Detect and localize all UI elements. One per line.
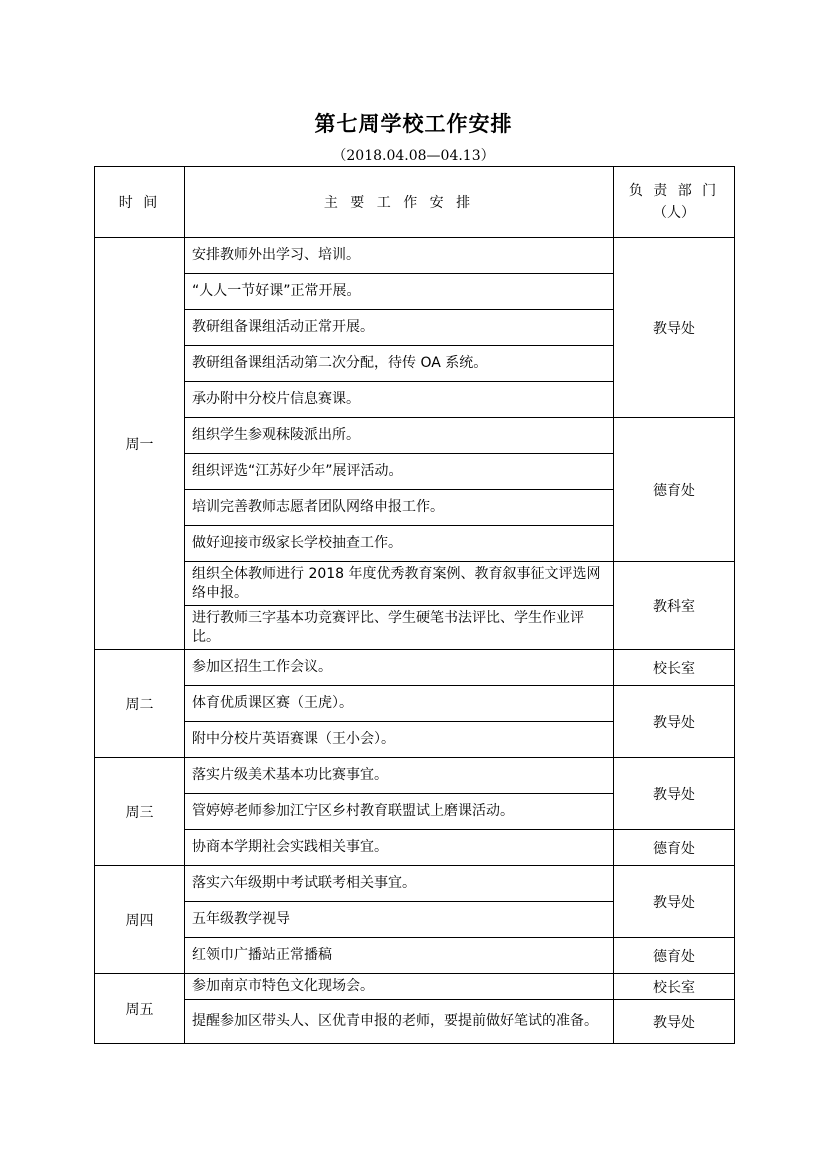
table-row	[95, 974, 735, 1000]
table-row	[95, 562, 735, 606]
dept-cell: 教导处	[614, 758, 735, 830]
task-cell: 五年级教学视导	[185, 902, 614, 938]
table-row	[95, 1000, 735, 1044]
task-cell: 参加区招生工作会议。	[185, 650, 614, 686]
task-cell: “人人一节好课”正常开展。	[185, 274, 614, 310]
dept-cell: 校长室	[614, 974, 735, 1000]
day-monday: 周一	[95, 238, 185, 650]
dept-cell: 德育处	[614, 418, 735, 562]
header-work: 主 要 工 作 安 排	[185, 167, 614, 238]
table-row	[95, 830, 735, 866]
table-row	[95, 686, 735, 722]
header-dept-line1: 负 责 部 门	[628, 183, 720, 199]
day-tuesday: 周二	[95, 650, 185, 758]
task-cell: 安排教师外出学习、培训。	[185, 238, 614, 274]
day-thursday: 周四	[95, 866, 185, 974]
task-cell: 组织学生参观秣陵派出所。	[185, 418, 614, 454]
dept-cell: 教导处	[614, 1000, 735, 1044]
day-wednesday: 周三	[95, 758, 185, 866]
dept-cell: 教导处	[614, 866, 735, 938]
day-friday: 周五	[95, 974, 185, 1044]
task-cell: 落实六年级期中考试联考相关事宜。	[185, 866, 614, 902]
dept-cell: 德育处	[614, 830, 735, 866]
task-cell: 教研组备课组活动正常开展。	[185, 310, 614, 346]
task-cell: 承办附中分校片信息赛课。	[185, 382, 614, 418]
dept-cell: 德育处	[614, 938, 735, 974]
header-dept	[614, 167, 735, 238]
table-row	[95, 866, 735, 902]
task-cell: 体育优质课区赛（王虎）。	[185, 686, 614, 722]
task-cell: 红领巾广播站正常播稿	[185, 938, 614, 974]
table-row	[95, 758, 735, 794]
task-cell: 培训完善教师志愿者团队网络申报工作。	[185, 490, 614, 526]
dept-cell: 教导处	[614, 238, 735, 418]
task-cell: 协商本学期社会实践相关事宜。	[185, 830, 614, 866]
task-cell: 教研组备课组活动第二次分配，待传 OA 系统。	[185, 346, 614, 382]
task-cell: 管婷婷老师参加江宁区乡村教育联盟试上磨课活动。	[185, 794, 614, 830]
table-header-row	[95, 167, 735, 238]
task-cell: 组织全体教师进行 2018 年度优秀教育案例、教育叙事征文评选网络申报。	[185, 562, 614, 606]
task-cell: 提醒参加区带头人、区优青申报的老师，要提前做好笔试的准备。	[185, 1000, 614, 1044]
schedule-table	[94, 166, 735, 1044]
task-cell: 组织评选“江苏好少年”展评活动。	[185, 454, 614, 490]
task-cell: 落实片级美术基本功比赛事宜。	[185, 758, 614, 794]
date-range: （2018.04.08—04.13）	[332, 148, 495, 164]
table-row	[95, 418, 735, 454]
dept-cell: 校长室	[614, 650, 735, 686]
page-title: 第七周学校工作安排	[314, 111, 513, 136]
table-row	[95, 938, 735, 974]
header-time: 时 间	[95, 167, 185, 238]
table-row	[95, 238, 735, 274]
task-cell: 进行教师三字基本功竞赛评比、学生硬笔书法评比、学生作业评比。	[185, 606, 614, 650]
task-cell: 做好迎接市级家长学校抽查工作。	[185, 526, 614, 562]
task-cell: 附中分校片英语赛课（王小会）。	[185, 722, 614, 758]
header-dept-line2: （人）	[653, 205, 695, 221]
dept-cell: 教科室	[614, 562, 735, 650]
table-row	[95, 650, 735, 686]
task-cell: 参加南京市特色文化现场会。	[185, 974, 614, 1000]
dept-cell: 教导处	[614, 686, 735, 758]
